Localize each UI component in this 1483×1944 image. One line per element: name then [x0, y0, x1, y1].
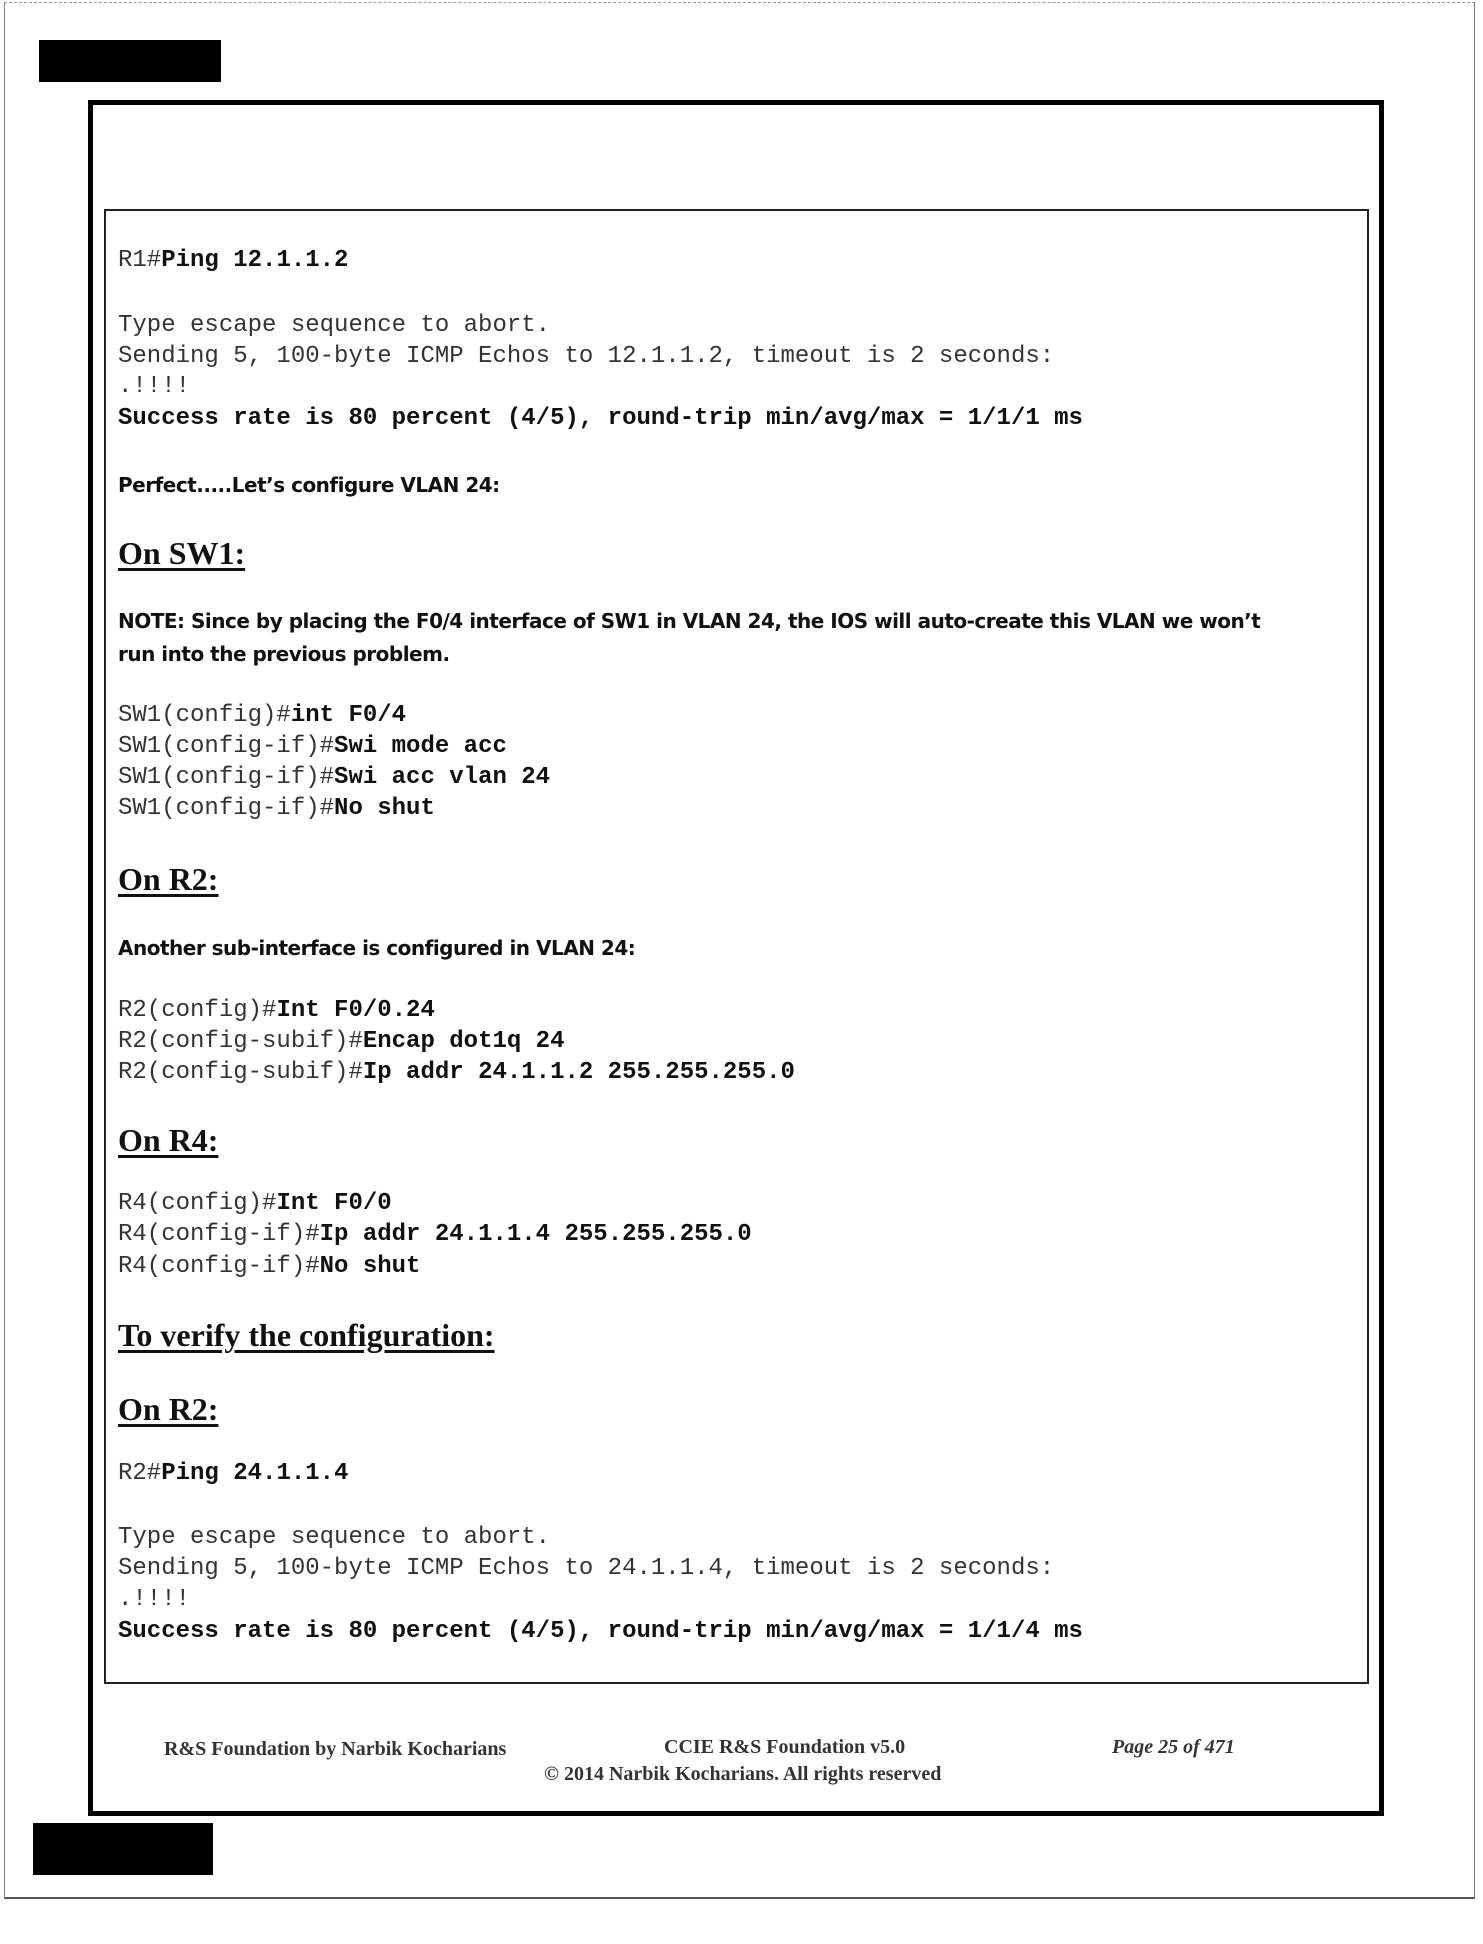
cli-command: Ip addr 24.1.1.2 255.255.255.0 [362, 1059, 795, 1086]
cli-command: Int F0/0 [276, 1190, 392, 1217]
cli-line [118, 735, 507, 759]
cli-command: Ping 12.1.1.2 [161, 247, 349, 274]
redaction-bar-top [39, 40, 221, 82]
note-text-line2: run into the previous problem. [118, 642, 450, 666]
cli-output-line: Type escape sequence to abort. [118, 1524, 551, 1551]
cli-command: Int F0/0.24 [276, 997, 435, 1024]
cli-line [118, 797, 435, 821]
cli-success-text: Success rate is 80 percent (4/5), round-trip min/avg/max = 1/1/1 ms [118, 405, 1083, 432]
cli-command: Ping 24.1.1.4 [161, 1460, 349, 1487]
cli-success-line [118, 1620, 1083, 1644]
cli-command: Swi acc vlan 24 [334, 764, 551, 791]
cli-line-ping-r1 [118, 249, 348, 273]
cli-line-ping-r2 [118, 1462, 348, 1486]
cli-output-line: .!!!! [118, 1586, 191, 1613]
cli-prompt: SW1(config-if)# [118, 795, 335, 822]
section-heading-r2: On R2: [118, 861, 219, 897]
cli-command: Ip addr 24.1.1.4 255.255.255.0 [319, 1221, 752, 1248]
cli-prompt: SW1(config-if)# [118, 733, 335, 760]
note-text-line1: NOTE: Since by placing the F0/4 interface of SW1 in VLAN 24, the IOS will auto-create this VLAN we won’t [118, 609, 1261, 633]
section-heading-verify-r2: On R2: [118, 1391, 219, 1427]
cli-command: No shut [319, 1253, 421, 1280]
intro-text: Perfect.....Let’s configure VLAN 24: [118, 473, 500, 497]
cli-prompt: R2(config-subif)# [118, 1059, 363, 1086]
section-heading-sw1: On SW1: [118, 535, 246, 571]
section-heading-r4: On R4: [118, 1122, 219, 1158]
cli-command: Encap dot1q 24 [362, 1028, 565, 1055]
cli-line [118, 1192, 392, 1216]
cli-output-line: Type escape sequence to abort. [118, 312, 551, 339]
cli-line [118, 1223, 752, 1247]
cli-prompt: R4(config)# [118, 1190, 277, 1217]
cli-command: No shut [334, 795, 435, 822]
cli-output-line: Sending 5, 100-byte ICMP Echos to 12.1.1.2, timeout is 2 seconds: [118, 343, 1055, 370]
section-heading-verify: To verify the configuration: [118, 1317, 495, 1353]
redaction-bar-bottom [33, 1823, 213, 1875]
cli-line [118, 704, 406, 728]
cli-prompt: R1# [118, 247, 162, 274]
cli-line [118, 1255, 420, 1279]
cli-line [118, 766, 550, 790]
cli-success-line [118, 407, 1083, 431]
cli-line [118, 999, 435, 1023]
cli-prompt: R2# [118, 1460, 162, 1487]
footer-left: R&S Foundation by Narbik Kocharians [164, 1738, 507, 1760]
cli-prompt: SW1(config-if)# [118, 764, 335, 791]
cli-output-line: Sending 5, 100-byte ICMP Echos to 24.1.1.4, timeout is 2 seconds: [118, 1555, 1055, 1582]
cli-success-text: Success rate is 80 percent (4/5), round-trip min/avg/max = 1/1/4 ms [118, 1618, 1083, 1645]
cli-line [118, 1061, 795, 1085]
footer-center: CCIE R&S Foundation v5.0 [664, 1736, 906, 1758]
cli-command: Swi mode acc [334, 733, 507, 760]
cli-prompt: SW1(config)# [118, 702, 291, 729]
r2-description: Another sub-interface is configured in VLAN 24: [118, 936, 636, 960]
cli-prompt: R2(config)# [118, 997, 277, 1024]
cli-prompt: R4(config-if)# [118, 1221, 320, 1248]
cli-command: int F0/4 [290, 702, 407, 729]
cli-line [118, 1030, 564, 1054]
cli-prompt: R4(config-if)# [118, 1253, 320, 1280]
cli-prompt: R2(config-subif)# [118, 1028, 363, 1055]
footer-page-number: Page 25 of 471 [1112, 1736, 1235, 1758]
cli-output-line: .!!!! [118, 373, 191, 400]
footer-copyright: © 2014 Narbik Kocharians. All rights reserved [544, 1763, 942, 1785]
